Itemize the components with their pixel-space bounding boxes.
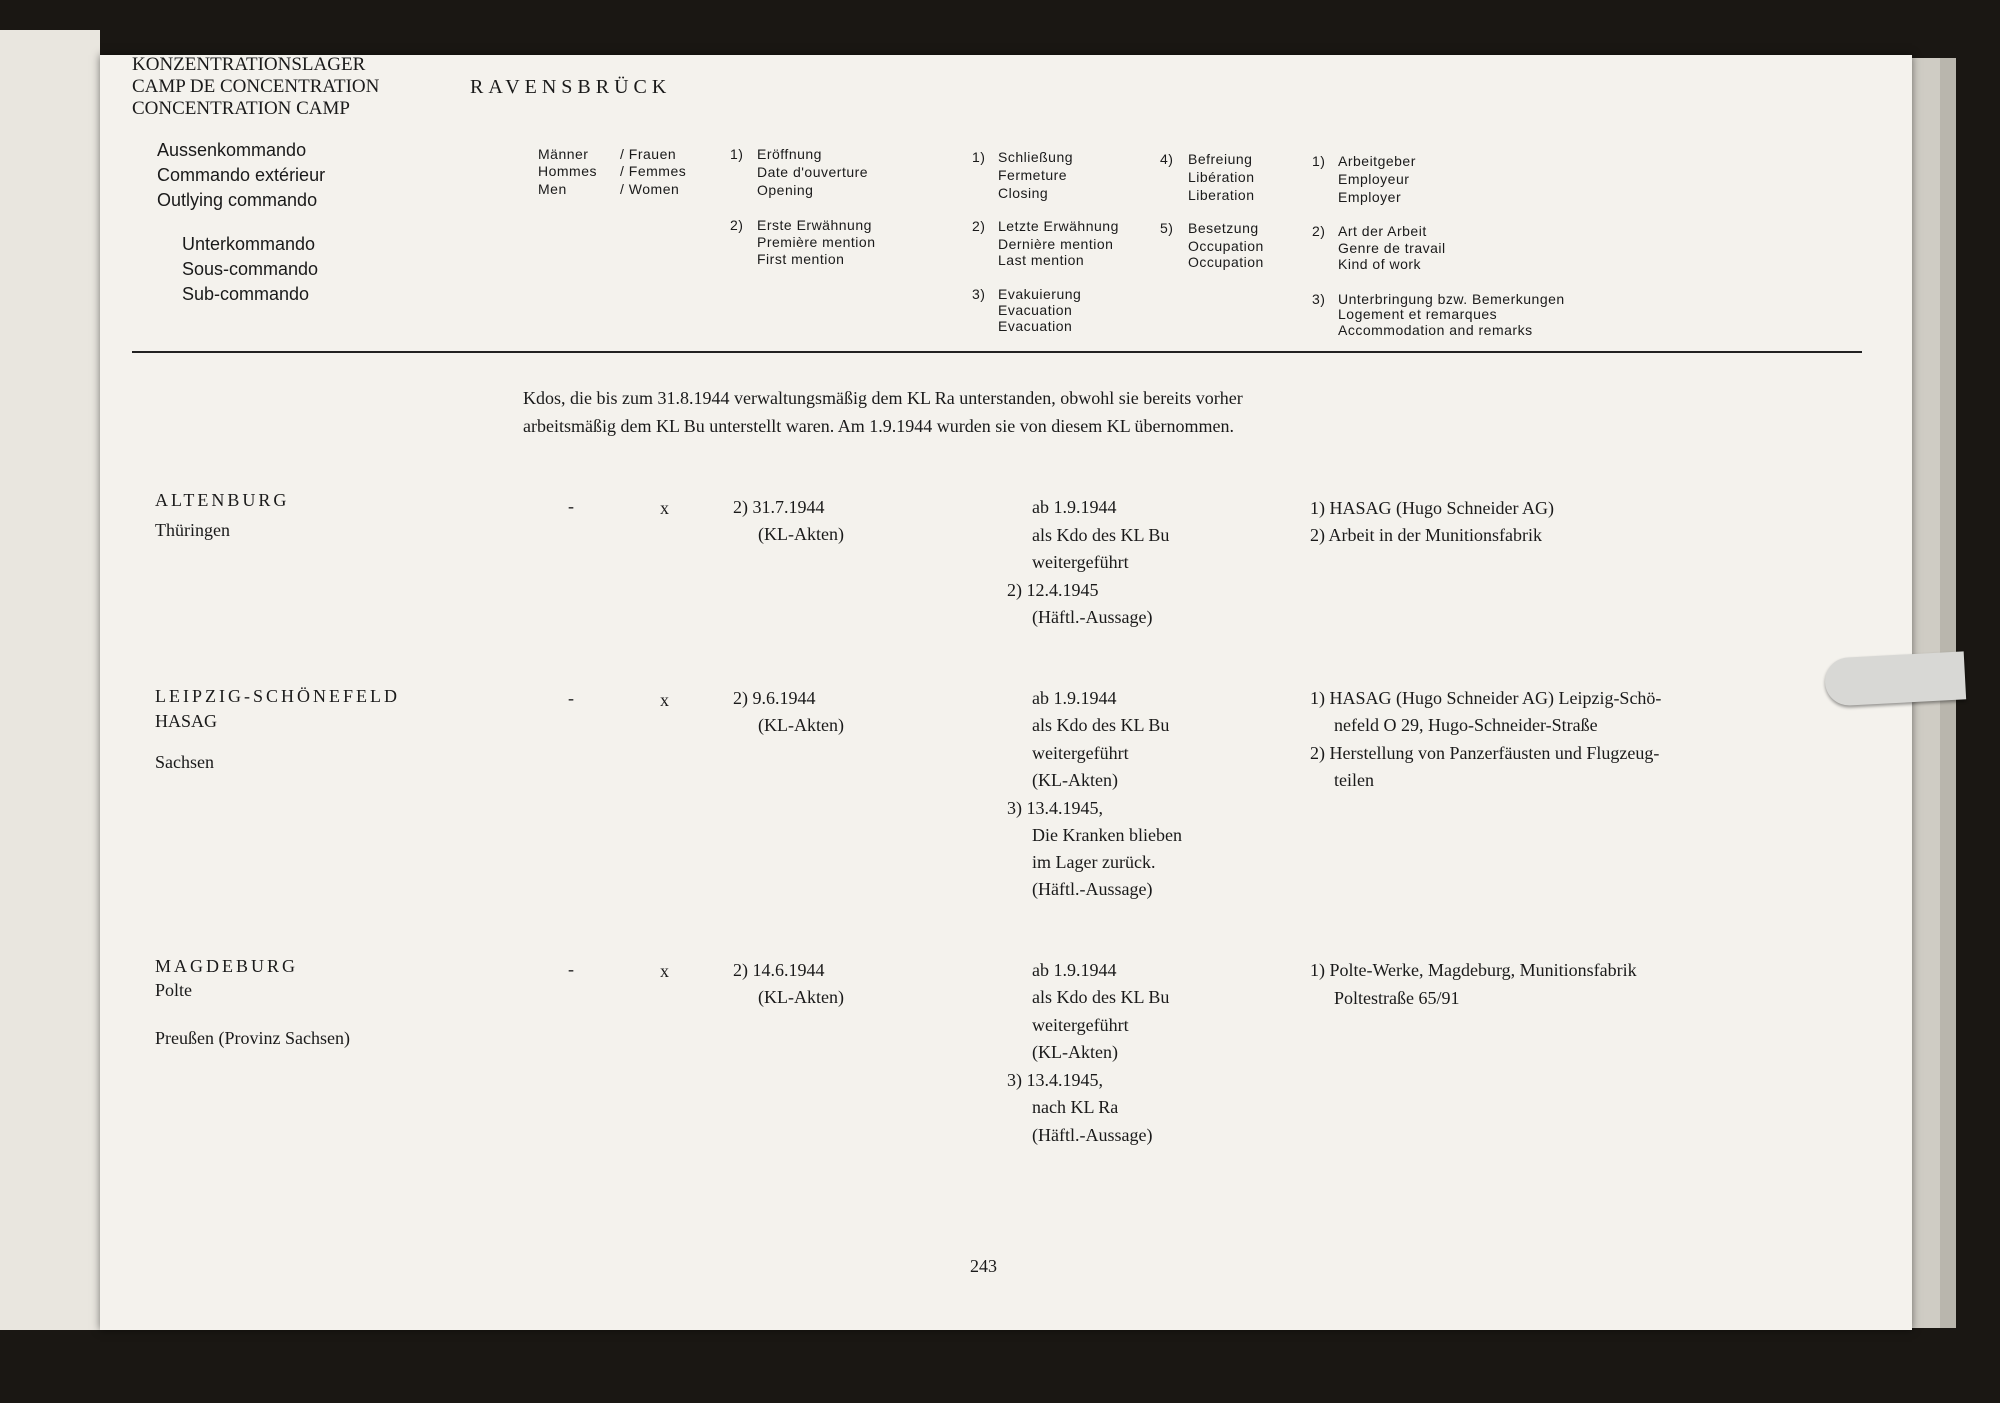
legend-occupation-fr: Occupation — [1188, 238, 1264, 254]
entry-end-line: Die Kranken blieben — [1032, 825, 1182, 845]
legend-women-de: / Frauen — [620, 146, 677, 162]
entry-subname: HASAG — [155, 711, 218, 731]
entry-end-line: 3) 13.4.1945, — [1007, 798, 1103, 818]
legend-work-kind-fr: Genre de travail — [1338, 240, 1446, 256]
legend-num: 3) — [972, 286, 986, 302]
entry-end-line: ab 1.9.1944 — [1032, 497, 1117, 517]
header-camp-type-fr: CAMP DE CONCENTRATION — [132, 76, 380, 97]
entry-end-line: im Lager zurück. — [1032, 852, 1156, 872]
entry-end-line: (KL-Akten) — [1032, 1042, 1118, 1062]
legend-closing-en: Closing — [998, 185, 1049, 201]
legend-last-mention-fr: Dernière mention — [998, 236, 1114, 252]
legend-work-kind-en: Kind of work — [1338, 256, 1422, 272]
legend-men-en: Men — [538, 181, 567, 197]
camp-name: RAVENSBRÜCK — [470, 76, 672, 98]
legend-remarks-de: Unterbringung bzw. Bemerkungen — [1338, 291, 1565, 307]
entry-subname: Polte — [155, 980, 193, 1000]
legend-num: 2) — [972, 218, 986, 234]
legend-num: 3) — [1312, 291, 1326, 307]
legend-work-kind-de: Art der Arbeit — [1338, 223, 1427, 239]
legend-last-mention-en: Last mention — [998, 252, 1085, 268]
entry-end-line: (Häftl.-Aussage) — [1032, 607, 1153, 627]
page-number: 243 — [970, 1256, 997, 1276]
entry-date-source: (KL-Akten) — [758, 715, 844, 735]
entry-work-line: teilen — [1334, 770, 1374, 790]
entry-women: x — [660, 498, 669, 518]
header-camp-type-en: CONCENTRATION CAMP — [132, 98, 350, 119]
header-camp-type-de: KONZENTRATIONSLAGER — [132, 54, 366, 75]
legend-opening-de: Eröffnung — [757, 146, 822, 162]
legend-first-mention-fr: Première mention — [757, 234, 876, 250]
legend-num: 2) — [1312, 223, 1326, 239]
legend-women-en: / Women — [620, 181, 680, 197]
entry-name: LEIPZIG-SCHÖNEFELD — [155, 686, 400, 706]
entry-men: - — [568, 496, 574, 516]
legend-first-mention-de: Erste Erwähnung — [757, 217, 872, 233]
entry-end-line: als Kdo des KL Bu — [1032, 715, 1170, 735]
legend-opening-fr: Date d'ouverture — [757, 164, 869, 180]
legend-employer-de: Arbeitgeber — [1338, 153, 1416, 169]
entry-men: - — [568, 959, 574, 979]
legend-closing-de: Schließung — [998, 149, 1074, 165]
entry-end-line: 3) 13.4.1945, — [1007, 1070, 1103, 1090]
entry-date-source: (KL-Akten) — [758, 987, 844, 1007]
entry-end-line: weitergeführt — [1032, 743, 1129, 763]
entry-name: MAGDEBURG — [155, 956, 299, 976]
legend-liberation-en: Liberation — [1188, 187, 1255, 203]
entry-date: 2) 9.6.1944 — [733, 688, 816, 708]
legend-num: 2) — [730, 217, 744, 233]
entry-end-line: ab 1.9.1944 — [1032, 688, 1117, 708]
legend-closing-fr: Fermeture — [998, 167, 1068, 183]
legend-liberation-fr: Libération — [1188, 169, 1255, 185]
entry-work-line: nefeld O 29, Hugo-Schneider-Straße — [1334, 715, 1598, 735]
entry-date-source: (KL-Akten) — [758, 524, 844, 544]
entry-end-line: als Kdo des KL Bu — [1032, 525, 1170, 545]
legend-occupation-en: Occupation — [1188, 254, 1264, 270]
outlying-label-fr: Commando extérieur — [157, 165, 326, 185]
sub-label-fr: Sous-commando — [182, 259, 319, 279]
legend-women-fr: / Femmes — [620, 163, 687, 179]
entry-work-line: Poltestraße 65/91 — [1334, 988, 1460, 1008]
intro-line-1: Kdos, die bis zum 31.8.1944 verwaltungsmäßig dem KL Ra unterstanden, obwohl sie bereits vorher — [523, 388, 1243, 408]
legend-evacuation-fr: Evacuation — [998, 302, 1073, 318]
legend-num: 1) — [730, 146, 744, 162]
left-page-edge — [0, 30, 100, 1330]
header-divider — [132, 351, 1862, 353]
legend-occupation-de: Besetzung — [1188, 220, 1259, 236]
page-clip — [1824, 651, 1966, 706]
entry-end-line: (KL-Akten) — [1032, 770, 1118, 790]
entry-end-line: (Häftl.-Aussage) — [1032, 879, 1153, 899]
legend-num: 1) — [1312, 153, 1326, 169]
legend-employer-en: Employer — [1338, 189, 1402, 205]
entry-region: Thüringen — [155, 520, 230, 540]
legend-evacuation-en: Evacuation — [998, 318, 1073, 334]
entry-work-line: 1) Polte-Werke, Magdeburg, Munitionsfabrik — [1310, 960, 1637, 980]
intro-line-2: arbeitsmäßig dem KL Bu unterstellt waren. Am 1.9.1944 wurden sie von diesem KL übernommen. — [523, 416, 1235, 436]
entry-end-line: (Häftl.-Aussage) — [1032, 1125, 1153, 1145]
legend-last-mention-de: Letzte Erwähnung — [998, 218, 1119, 234]
legend-men-de: Männer — [538, 146, 589, 162]
entry-end-line: weitergeführt — [1032, 552, 1129, 572]
sub-label-en: Sub-commando — [182, 284, 310, 304]
entry-end-line: ab 1.9.1944 — [1032, 960, 1117, 980]
entry-end-line: 2) 12.4.1945 — [1007, 580, 1099, 600]
legend-first-mention-en: First mention — [757, 251, 845, 267]
legend-num: 1) — [972, 149, 986, 165]
legend-men-fr: Hommes — [538, 163, 598, 179]
legend-opening-en: Opening — [757, 182, 814, 198]
legend-num: 5) — [1160, 220, 1174, 236]
legend-remarks-fr: Logement et remarques — [1338, 306, 1498, 322]
legend-evacuation-de: Evakuierung — [998, 286, 1082, 302]
outlying-label-en: Outlying commando — [157, 190, 318, 210]
entry-work-line: 1) HASAG (Hugo Schneider AG) — [1310, 498, 1554, 518]
sub-label-de: Unterkommando — [182, 234, 316, 254]
legend-remarks-en: Accommodation and remarks — [1338, 322, 1533, 338]
outlying-label-de: Aussenkommando — [157, 140, 307, 160]
legend-liberation-de: Befreiung — [1188, 151, 1253, 167]
entry-name: ALTENBURG — [155, 490, 290, 510]
entry-work-line: 2) Herstellung von Panzerfäusten und Flugzeug- — [1310, 743, 1660, 763]
entry-women: x — [660, 961, 669, 981]
entry-region: Sachsen — [155, 752, 214, 772]
entry-work-line: 1) HASAG (Hugo Schneider AG) Leipzig-Schö- — [1310, 688, 1662, 708]
entry-date: 2) 14.6.1944 — [733, 960, 825, 980]
entry-end-line: nach KL Ra — [1032, 1097, 1119, 1117]
legend-employer-fr: Employeur — [1338, 171, 1410, 187]
entry-end-line: weitergeführt — [1032, 1015, 1129, 1035]
entry-work-line: 2) Arbeit in der Munitionsfabrik — [1310, 525, 1542, 545]
entry-date: 2) 31.7.1944 — [733, 497, 825, 517]
entry-end-line: als Kdo des KL Bu — [1032, 987, 1170, 1007]
legend-num: 4) — [1160, 151, 1174, 167]
entry-women: x — [660, 690, 669, 710]
entry-men: - — [568, 688, 574, 708]
entry-region: Preußen (Provinz Sachsen) — [155, 1028, 350, 1048]
